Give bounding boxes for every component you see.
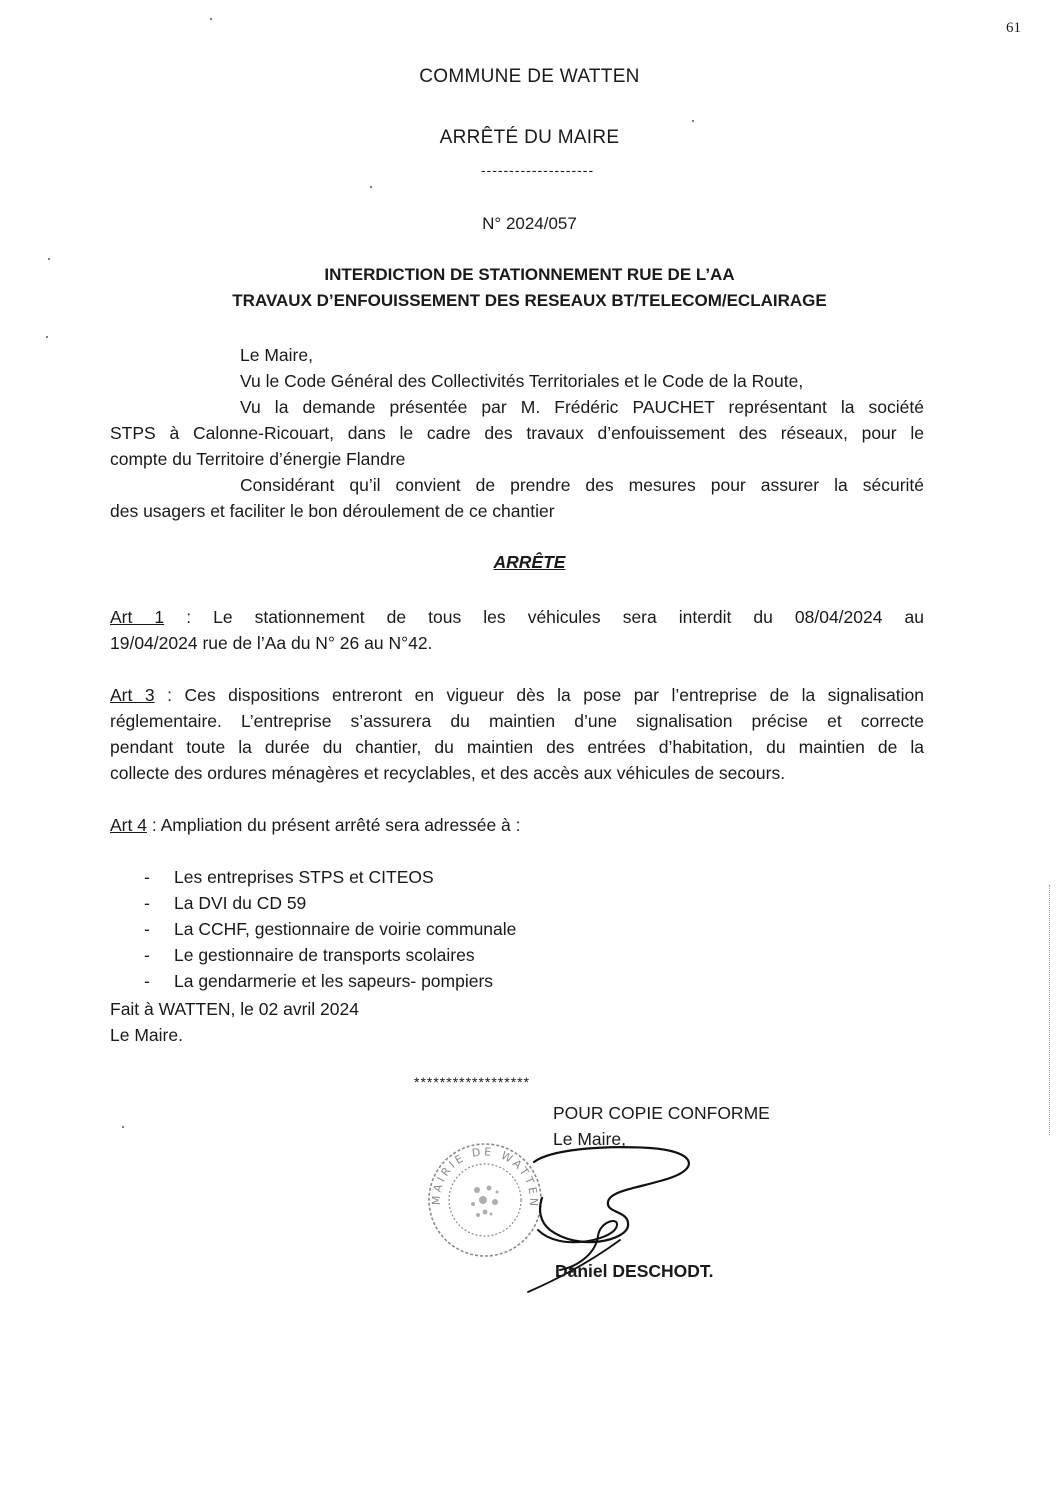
- scan-speck: [210, 18, 212, 20]
- arrete-number: N° 2024/057: [482, 214, 577, 233]
- arrete-heading: ARRÊTE: [493, 552, 566, 572]
- preamble-vu-demande-1: Vu la demande présentée par M. Frédéric PAUCHET représentant la société: [240, 397, 924, 417]
- article-3-label: Art 3: [110, 685, 155, 705]
- article-4-text: : Ampliation du présent arrêté sera adressée à :: [146, 815, 521, 835]
- recipient-text: La gendarmerie et les sapeurs- pompiers: [174, 971, 494, 991]
- copie-conforme: POUR COPIE CONFORME: [553, 1103, 770, 1123]
- article-4-label: Art 4: [110, 815, 147, 835]
- scan-speck: [46, 336, 48, 338]
- article-3-text: : Ces dispositions entreront en vigueur dès la pose par l’entreprise de la signalisation: [154, 685, 924, 705]
- preamble-considerant-2: des usagers et faciliter le bon déroulement de ce chantier: [110, 501, 555, 521]
- scan-speck: [122, 1126, 124, 1128]
- article-3-line-4: collecte des ordures ménagères et recyclables, et des accès aux véhicules de secours.: [110, 763, 786, 783]
- article-1-text: : Le stationnement de tous les véhicules sera interdit du 08/04/2024 au: [164, 607, 924, 627]
- fait-a-date: Fait à WATTEN, le 02 avril 2024: [110, 999, 359, 1019]
- copie-le-maire: Le Maire,: [553, 1129, 626, 1149]
- recipient-text: Le gestionnaire de transports scolaires: [174, 945, 475, 965]
- stars-separator: ******************: [414, 1074, 531, 1090]
- list-dash: -: [144, 919, 150, 939]
- list-dash: -: [144, 893, 150, 913]
- preamble-le-maire: Le Maire,: [240, 345, 313, 365]
- subject-line-1: INTERDICTION DE STATIONNEMENT RUE DE L’AA: [324, 265, 735, 284]
- list-dash: -: [144, 971, 150, 991]
- preamble-vu-demande-2: STPS à Calonne-Ricouart, dans le cadre des travaux d’enfouissement des réseaux, pour le: [110, 423, 924, 443]
- scan-speck: [48, 258, 50, 260]
- recipient-text: La DVI du CD 59: [174, 893, 307, 913]
- subject-line-2: TRAVAUX D’ENFOUISSEMENT DES RESEAUX BT/TELECOM/ECLAIRAGE: [232, 291, 827, 310]
- closing-le-maire: Le Maire.: [110, 1025, 183, 1045]
- recipient-text: La CCHF, gestionnaire de voirie communale: [174, 919, 517, 939]
- article-1-line-2: 19/04/2024 rue de l’Aa du N° 26 au N°42.: [110, 633, 433, 653]
- article-3-line-3: pendant toute la durée du chantier, du maintien des entrées d’habitation, du maintien de la: [110, 737, 924, 757]
- article-3-line-1: [110, 682, 924, 708]
- article-1-label: Art 1: [110, 607, 165, 627]
- recipient-text: Les entreprises STPS et CITEOS: [174, 867, 434, 887]
- page-number: 61: [1006, 20, 1021, 36]
- list-dash: -: [144, 945, 150, 965]
- arrete-title: ARRÊTÉ DU MAIRE: [439, 127, 620, 148]
- article-1-line-1: [110, 604, 924, 630]
- scan-speck: [370, 186, 372, 188]
- scan-edge-line: [1049, 885, 1051, 1135]
- preamble-vu-demande-3: compte du Territoire d’énergie Flandre: [110, 449, 406, 469]
- stamp-text: MAIRIE DE WATTEN: [429, 1145, 541, 1210]
- article-3-line-2: réglementaire. L’entreprise s’assurera du maintien d’une signalisation précise et correcte: [110, 711, 924, 731]
- preamble-vu-code: Vu le Code Général des Collectivités Territoriales et le Code de la Route,: [240, 371, 804, 391]
- scan-speck: [692, 120, 694, 122]
- article-4-line-1: [110, 812, 521, 838]
- commune-title: COMMUNE DE WATTEN: [419, 66, 640, 87]
- list-dash: -: [144, 867, 150, 887]
- signatory-name: Daniel DESCHODT.: [555, 1261, 714, 1281]
- preamble-considerant-1: Considérant qu’il convient de prendre des mesures pour assurer la sécurité: [240, 475, 924, 495]
- title-separator: --------------------: [480, 162, 595, 178]
